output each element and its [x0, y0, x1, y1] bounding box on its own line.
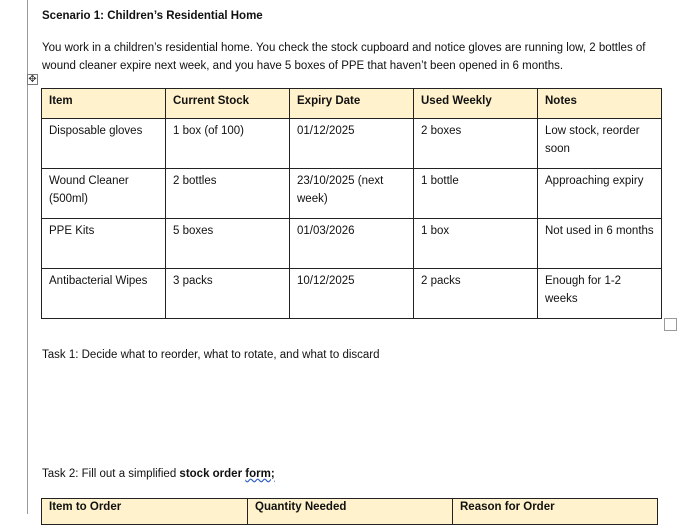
table-cell[interactable]: Antibacterial Wipes [42, 269, 166, 319]
table-cell[interactable]: Disposable gloves [42, 119, 166, 169]
table-cell[interactable]: Not used in 6 months [538, 219, 662, 269]
table-cell[interactable]: 2 packs [414, 269, 538, 319]
header-reason-for-order[interactable]: Reason for Order [453, 499, 658, 525]
table-cell[interactable]: 01/03/2026 [290, 219, 414, 269]
table-cell[interactable]: Low stock, reorder soon [538, 119, 662, 169]
scenario-title: Scenario 1: Children’s Residential Home [42, 10, 263, 22]
header-used-weekly[interactable]: Used Weekly [414, 89, 538, 119]
table-cell[interactable]: 1 box [414, 219, 538, 269]
header-current-stock[interactable]: Current Stock [166, 89, 290, 119]
header-notes[interactable]: Notes [538, 89, 662, 119]
table-row [42, 269, 662, 319]
table-cell[interactable]: 2 bottles [166, 169, 290, 219]
table-cell[interactable]: 5 boxes [166, 219, 290, 269]
header-quantity-needed[interactable]: Quantity Needed [248, 499, 453, 525]
task-2-form-word[interactable]: form; [245, 468, 275, 480]
table-row [42, 169, 662, 219]
table-cell[interactable]: 10/12/2025 [290, 269, 414, 319]
order-table-header-row [42, 499, 658, 525]
table-cell[interactable]: PPE Kits [42, 219, 166, 269]
order-form-table [41, 498, 658, 525]
resize-square-icon[interactable] [664, 318, 677, 331]
task-2-bold: stock order [179, 468, 243, 480]
table-cell[interactable]: Approaching expiry [538, 169, 662, 219]
scenario-intro: You work in a children’s residential home. You check the stock cupboard and notice gloves are running low, 2 bottles of wound cleaner expire next week, and you have 5 boxes of PPE that haven’t been opened in 6 months. [42, 42, 646, 72]
header-item[interactable]: Item [42, 89, 166, 119]
task-2-text [42, 468, 275, 480]
header-item-to-order[interactable]: Item to Order [42, 499, 248, 525]
table-cell[interactable]: 01/12/2025 [290, 119, 414, 169]
table-cell[interactable]: Enough for 1-2 weeks [538, 269, 662, 319]
task-1-text: Task 1: Decide what to reorder, what to rotate, and what to discard [42, 349, 380, 361]
task-2-prefix: Task 2: Fill out a simplified [42, 468, 180, 480]
table-row [42, 219, 662, 269]
stock-table-header-row [42, 89, 662, 119]
table-cell[interactable]: 3 packs [166, 269, 290, 319]
table-cell[interactable]: 1 box (of 100) [166, 119, 290, 169]
move-arrows-icon[interactable]: ✥ [28, 74, 37, 85]
stock-table [41, 88, 662, 319]
table-cell[interactable]: 1 bottle [414, 169, 538, 219]
table-cell[interactable]: 23/10/2025 (next week) [290, 169, 414, 219]
table-cell[interactable]: 2 boxes [414, 119, 538, 169]
table-cell[interactable]: Wound Cleaner (500ml) [42, 169, 166, 219]
table-row [42, 119, 662, 169]
header-expiry-date[interactable]: Expiry Date [290, 89, 414, 119]
